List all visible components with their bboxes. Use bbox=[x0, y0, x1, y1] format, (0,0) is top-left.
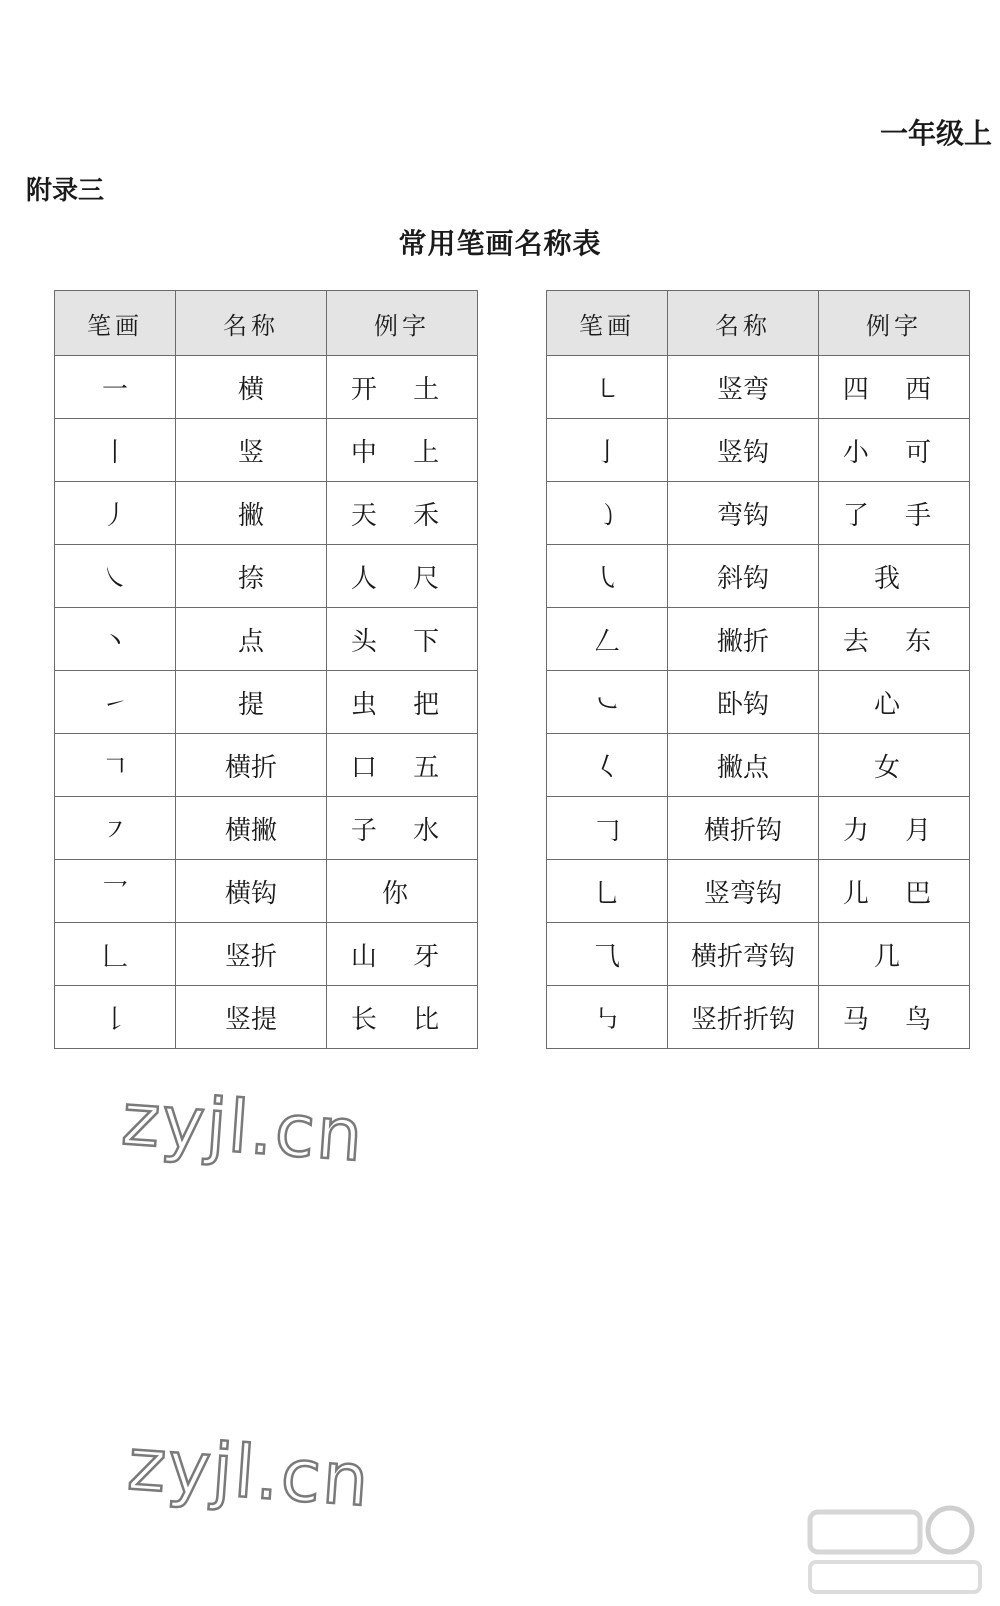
stroke-cell: ㇀ bbox=[55, 671, 176, 734]
example-chars-cell: 你 bbox=[327, 860, 478, 923]
example-chars-cell: 小 可 bbox=[819, 419, 970, 482]
example-chars-cell: 口 五 bbox=[327, 734, 478, 797]
table-header-row bbox=[547, 291, 970, 356]
example-chars-cell: 头 下 bbox=[327, 608, 478, 671]
example-chars-cell: 了 手 bbox=[819, 482, 970, 545]
table-row bbox=[547, 608, 970, 671]
stroke-cell: 亅 bbox=[547, 419, 668, 482]
table-row bbox=[55, 734, 478, 797]
stroke-table-right-body bbox=[547, 356, 970, 1049]
stroke-cell: 丿 bbox=[55, 482, 176, 545]
stroke-name-cell: 斜钩 bbox=[668, 545, 819, 608]
column-header-examples: 例字 bbox=[819, 291, 970, 356]
watermark-logo: zyjl.cn bbox=[125, 1421, 374, 1523]
stroke-cell: ㇏ bbox=[55, 545, 176, 608]
table-row bbox=[547, 797, 970, 860]
stroke-cell: ⺄ bbox=[547, 923, 668, 986]
stroke-cell: 𠃊 bbox=[55, 923, 176, 986]
stroke-name-cell: 横 bbox=[176, 356, 327, 419]
stroke-name-cell: 竖弯钩 bbox=[668, 860, 819, 923]
table-row bbox=[547, 671, 970, 734]
watermark-logo: zyjl.cn bbox=[119, 1076, 368, 1178]
stroke-name-cell: 竖折 bbox=[176, 923, 327, 986]
example-chars-cell: 去 东 bbox=[819, 608, 970, 671]
table-row bbox=[55, 356, 478, 419]
stroke-name-cell: 横折弯钩 bbox=[668, 923, 819, 986]
stroke-cell: 𠃋 bbox=[547, 608, 668, 671]
stroke-name-cell: 弯钩 bbox=[668, 482, 819, 545]
stroke-name-cell: 横撇 bbox=[176, 797, 327, 860]
stroke-cell: ㇁ bbox=[547, 482, 668, 545]
example-chars-cell: 力 月 bbox=[819, 797, 970, 860]
example-chars-cell: 人 尺 bbox=[327, 545, 478, 608]
example-chars-cell: 中 上 bbox=[327, 419, 478, 482]
table-row bbox=[547, 860, 970, 923]
column-header-name: 名称 bbox=[668, 291, 819, 356]
example-chars-cell: 子 水 bbox=[327, 797, 478, 860]
table-row bbox=[55, 860, 478, 923]
stroke-name-cell: 竖钩 bbox=[668, 419, 819, 482]
stroke-cell: ㇇ bbox=[55, 797, 176, 860]
table-row bbox=[55, 608, 478, 671]
corner-watermark-seal bbox=[800, 1500, 990, 1600]
stroke-name-cell: 捺 bbox=[176, 545, 327, 608]
stroke-cell: ㇄ bbox=[547, 356, 668, 419]
stroke-cell: 乛 bbox=[55, 860, 176, 923]
stroke-name-cell: 竖弯 bbox=[668, 356, 819, 419]
stroke-cell: 一 bbox=[55, 356, 176, 419]
stroke-table-left bbox=[54, 290, 478, 1049]
table-row bbox=[547, 545, 970, 608]
table-row bbox=[55, 482, 478, 545]
table-row bbox=[55, 419, 478, 482]
example-chars-cell: 我 bbox=[819, 545, 970, 608]
stroke-name-cell: 横钩 bbox=[176, 860, 327, 923]
table-row bbox=[55, 986, 478, 1049]
stroke-table-left-body bbox=[55, 356, 478, 1049]
stroke-name-cell: 提 bbox=[176, 671, 327, 734]
stroke-cell: 丶 bbox=[55, 608, 176, 671]
stroke-cell: 𠃌 bbox=[547, 797, 668, 860]
stroke-cell: 𡿨 bbox=[547, 734, 668, 797]
stroke-name-cell: 横折钩 bbox=[668, 797, 819, 860]
stroke-table-right bbox=[546, 290, 970, 1049]
stroke-name-cell: 横折 bbox=[176, 734, 327, 797]
column-header-examples: 例字 bbox=[327, 291, 478, 356]
column-header-stroke: 笔画 bbox=[55, 291, 176, 356]
example-chars-cell: 心 bbox=[819, 671, 970, 734]
stroke-name-cell: 竖折折钩 bbox=[668, 986, 819, 1049]
table-row bbox=[55, 545, 478, 608]
appendix-label: 附录三 bbox=[26, 176, 105, 206]
stroke-name-cell: 撇 bbox=[176, 482, 327, 545]
table-row bbox=[55, 671, 478, 734]
table-row bbox=[547, 419, 970, 482]
table-row bbox=[547, 482, 970, 545]
stroke-name-cell: 撇点 bbox=[668, 734, 819, 797]
example-chars-cell: 天 禾 bbox=[327, 482, 478, 545]
table-title: 常用笔画名称表 bbox=[398, 227, 602, 260]
example-chars-cell: 几 bbox=[819, 923, 970, 986]
stroke-cell: 𠄌 bbox=[55, 986, 176, 1049]
table-header-row bbox=[55, 291, 478, 356]
stroke-cell: 乚 bbox=[547, 860, 668, 923]
stroke-cell: ㇂ bbox=[547, 545, 668, 608]
stroke-name-cell: 撇折 bbox=[668, 608, 819, 671]
example-chars-cell: 开 土 bbox=[327, 356, 478, 419]
stroke-cell: ㇃ bbox=[547, 671, 668, 734]
column-header-stroke: 笔画 bbox=[547, 291, 668, 356]
table-row bbox=[55, 923, 478, 986]
example-chars-cell: 虫 把 bbox=[327, 671, 478, 734]
example-chars-cell: 马 鸟 bbox=[819, 986, 970, 1049]
table-row bbox=[547, 923, 970, 986]
grade-header: 一年级上 bbox=[880, 117, 993, 150]
stroke-cell: 𠃍 bbox=[55, 734, 176, 797]
stroke-cell: ㇉ bbox=[547, 986, 668, 1049]
example-chars-cell: 长 比 bbox=[327, 986, 478, 1049]
table-row bbox=[55, 797, 478, 860]
table-row bbox=[547, 986, 970, 1049]
stroke-name-cell: 竖提 bbox=[176, 986, 327, 1049]
stroke-name-cell: 竖 bbox=[176, 419, 327, 482]
example-chars-cell: 儿 巴 bbox=[819, 860, 970, 923]
example-chars-cell: 四 西 bbox=[819, 356, 970, 419]
column-header-name: 名称 bbox=[176, 291, 327, 356]
example-chars-cell: 女 bbox=[819, 734, 970, 797]
table-row bbox=[547, 356, 970, 419]
table-row bbox=[547, 734, 970, 797]
stroke-name-cell: 卧钩 bbox=[668, 671, 819, 734]
stroke-name-cell: 点 bbox=[176, 608, 327, 671]
example-chars-cell: 山 牙 bbox=[327, 923, 478, 986]
stroke-cell: 丨 bbox=[55, 419, 176, 482]
